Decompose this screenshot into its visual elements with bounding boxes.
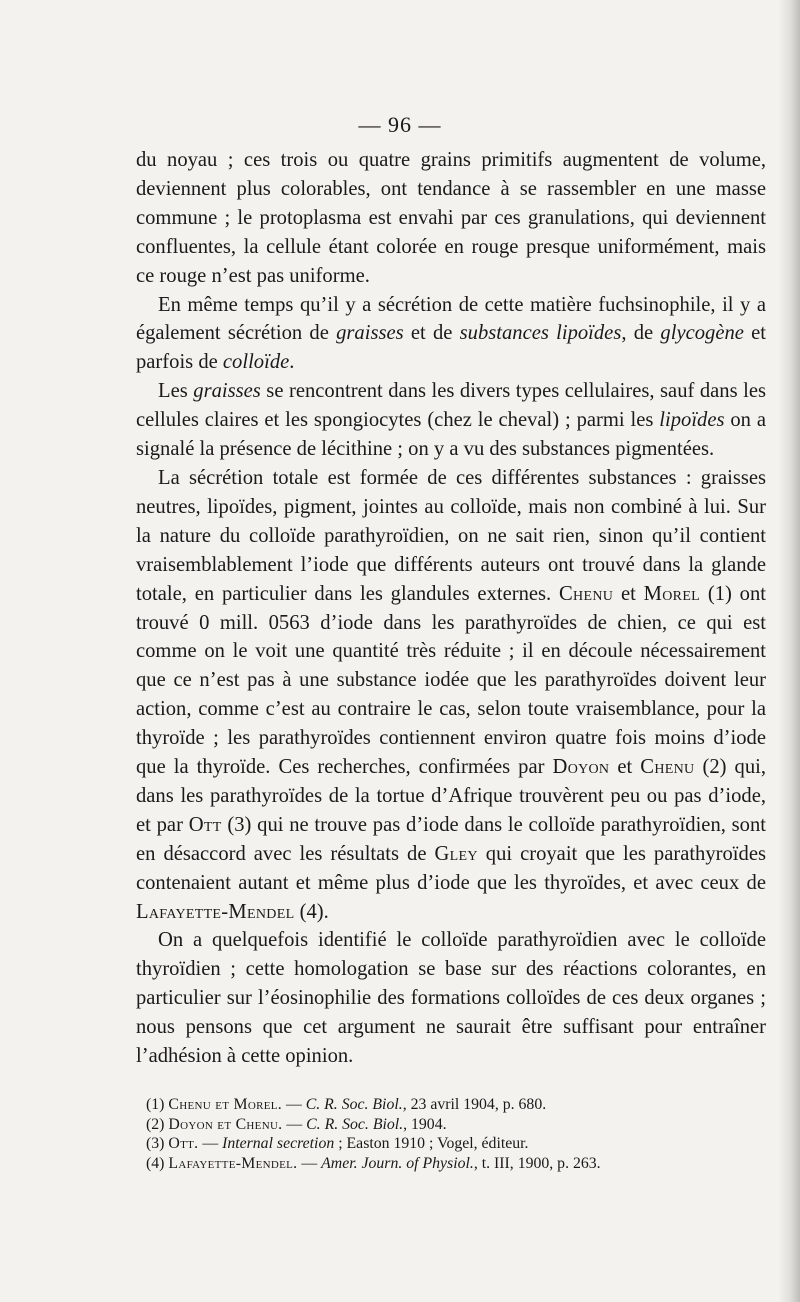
author-name: Morel <box>643 582 701 605</box>
italic-term: graisses <box>336 322 404 345</box>
paragraph-3: Les graisses se rencontrent dans les divers types cellulaires, sauf dans les cellules claires et les spongiocytes (chez le cheval) ; parmi les lipoïdes on a signalé la présence de lécithine ; on y a vu des substances pigmentées. <box>136 380 767 461</box>
author-name: Ott <box>188 813 222 836</box>
footnote-source: Internal secretion <box>222 1135 335 1153</box>
footnote-source: C. R. Soc. Biol. <box>306 1115 404 1133</box>
author-name: Chenu <box>559 582 614 605</box>
footnotes <box>146 1095 776 1173</box>
footnote: (4) Lafayette-Mendel. — Amer. Journ. of Physiol., t. III, 1900, p. 263. <box>146 1154 601 1172</box>
italic-term: lipoïdes <box>659 409 725 432</box>
body-text <box>136 146 766 1071</box>
author-name: Doyon <box>552 756 610 779</box>
italic-term: substances lipoïdes <box>459 322 622 345</box>
footnote-authors: Lafayette-Mendel. <box>168 1154 298 1172</box>
footnote-authors: Doyon et Chenu. <box>168 1115 283 1133</box>
footnote-authors: Chenu et Morel. <box>168 1096 283 1113</box>
author-name: Lafayette-Mendel <box>136 900 295 923</box>
author-name: Gley <box>434 842 478 865</box>
footnote: (3) Ott. — Internal secretion ; Easton 1910 ; Vogel, éditeur. <box>146 1135 529 1153</box>
footnote: (1) Chenu et Morel. — C. R. Soc. Biol., 23 avril 1904, p. 680. <box>146 1096 547 1113</box>
italic-term: glycogène <box>660 322 744 345</box>
page-number: — 96 — <box>358 112 442 137</box>
paragraph-4: La sécrétion totale est formée de ces différentes substances : graisses neutres, lipoïdes, pigment, jointes au colloïde, mais non combiné à lui. Sur la nature du colloïde parathyroïdien, on ne sait rien, sinon qu’il contient vraisemblablement l’iode que différents auteurs ont trouvé dans la glande totale, en particulier dans les glandules externes. Chenu et Morel (1) ont trouvé 0 mill. 0563 d’iode dans les parathyroïdes de chien, ce qui est comme on le voit une quantité très réduite ; il en découle nécessairement que ce n’est pas à une substance iodée que les parathyroïdes doivent leur action, comme c’est au contraire le cas, selon toute vraisemblance, pour la thyroïde ; les parathyroïdes contiennent environ quatre fois moins d’iode que la thyroïde. Ces recherches, confirmées par Doyon et Chenu (2) qui, dans les parathyroïdes de la tortue d’Afrique trouvèrent peu ou pas d’iode, et par Ott (3) qui ne trouve pas d’iode dans le colloïde parathyroïdien, sont en désaccord avec les résultats de Gley qui croyait que les parathyroïdes contenaient autant et même plus d’iode que les thyroïdes, et avec ceux de Lafayette-Mendel (4). <box>136 466 767 923</box>
italic-term: graisses <box>193 380 261 403</box>
paragraph-2: En même temps qu’il y a sécrétion de cette matière fuchsinophile, il y a également sécrétion de graisses et de substances lipoïdes, de glycogène et parfois de colloïde. <box>136 293 767 374</box>
footnote-source: C. R. Soc. Biol. <box>305 1096 403 1113</box>
author-name: Chenu <box>640 756 695 779</box>
italic-term: colloïde <box>222 351 290 374</box>
page-edge-shadow <box>778 0 800 1302</box>
footnote-authors: Ott. <box>168 1135 199 1153</box>
paragraph-1: du noyau ; ces trois ou quatre grains primitifs augmentent de volume, deviennent plus colorables, ont tendance à se rassembler en une masse commune ; le protoplasma est envahi par ces granulations, qui deviennent confluentes, la cellule étant colorée en rouge presque uniformément, mais ce rouge n’est pas uniforme. <box>136 149 766 287</box>
footnote-source: Amer. Journ. of Physiol. <box>321 1154 474 1172</box>
paragraph-5: On a quelquefois identifié le colloïde parathyroïdien avec le colloïde thyroïdien ; cette homologation se base sur des réactions colorantes, en particulier sur l’éosinophilie des formations colloïdes de ces deux organes ; nous pensons que cet argument ne saurait être suffisant pour entraîner l’adhésion à cette opinion. <box>136 929 766 1068</box>
footnote: (2) Doyon et Chenu. — C. R. Soc. Biol., 1904. <box>146 1115 447 1133</box>
